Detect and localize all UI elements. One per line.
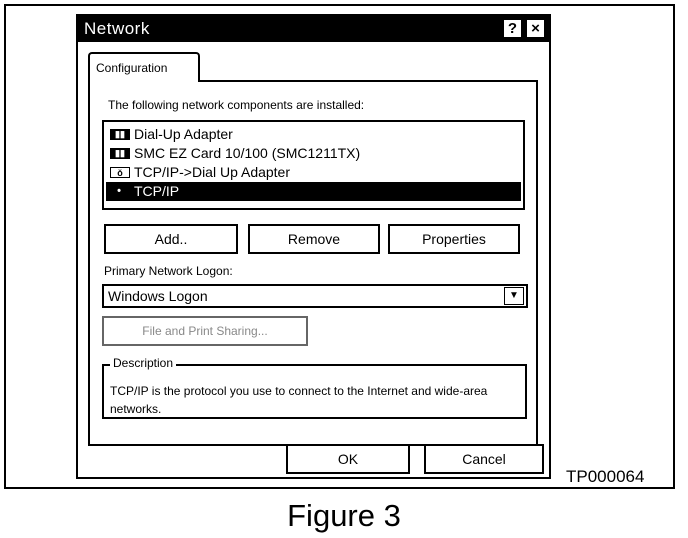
primary-logon-value: Windows Logon bbox=[108, 288, 208, 304]
list-item-label: SMC EZ Card 10/100 (SMC1211TX) bbox=[134, 145, 361, 161]
network-adapter-icon: ▮▮ bbox=[110, 129, 130, 140]
description-legend: Description bbox=[110, 356, 176, 370]
protocol-icon: ǒ bbox=[110, 167, 130, 178]
title-bar bbox=[78, 16, 549, 42]
network-adapter-icon: ▮▮ bbox=[110, 148, 130, 159]
add-button[interactable]: Add.. bbox=[104, 224, 238, 254]
tab-configuration[interactable] bbox=[88, 52, 200, 82]
ok-button[interactable]: OK bbox=[286, 444, 410, 474]
list-item-selected[interactable] bbox=[106, 182, 521, 201]
list-item[interactable] bbox=[106, 144, 521, 163]
installed-components-label: The following network components are installed: bbox=[108, 98, 365, 112]
protocol-icon: • bbox=[114, 186, 124, 197]
list-item-label: TCP/IP->Dial Up Adapter bbox=[134, 164, 291, 180]
properties-button[interactable]: Properties bbox=[388, 224, 520, 254]
remove-button[interactable]: Remove bbox=[248, 224, 380, 254]
help-button[interactable]: ? bbox=[503, 19, 522, 38]
list-item[interactable] bbox=[106, 163, 521, 182]
primary-logon-select[interactable] bbox=[102, 284, 528, 308]
cancel-button[interactable]: Cancel bbox=[424, 444, 544, 474]
primary-logon-label: Primary Network Logon: bbox=[104, 264, 233, 278]
close-button[interactable]: × bbox=[526, 19, 545, 38]
chevron-down-icon[interactable]: ▼ bbox=[504, 287, 524, 305]
window-title: Network bbox=[84, 19, 150, 38]
list-item-label: Dial-Up Adapter bbox=[134, 126, 233, 142]
file-print-sharing-button[interactable]: File and Print Sharing... bbox=[102, 316, 308, 346]
tab-configuration-label: Configuration bbox=[96, 61, 168, 75]
network-dialog bbox=[76, 14, 551, 479]
components-listbox[interactable] bbox=[102, 120, 525, 210]
figure-caption: Figure 3 bbox=[287, 498, 401, 533]
description-text: TCP/IP is the protocol you use to connect to the Internet and wide-area networks. bbox=[110, 384, 488, 416]
list-item[interactable] bbox=[106, 125, 521, 144]
figure-code: TP000064 bbox=[566, 467, 645, 486]
list-item-label: TCP/IP bbox=[134, 183, 180, 199]
